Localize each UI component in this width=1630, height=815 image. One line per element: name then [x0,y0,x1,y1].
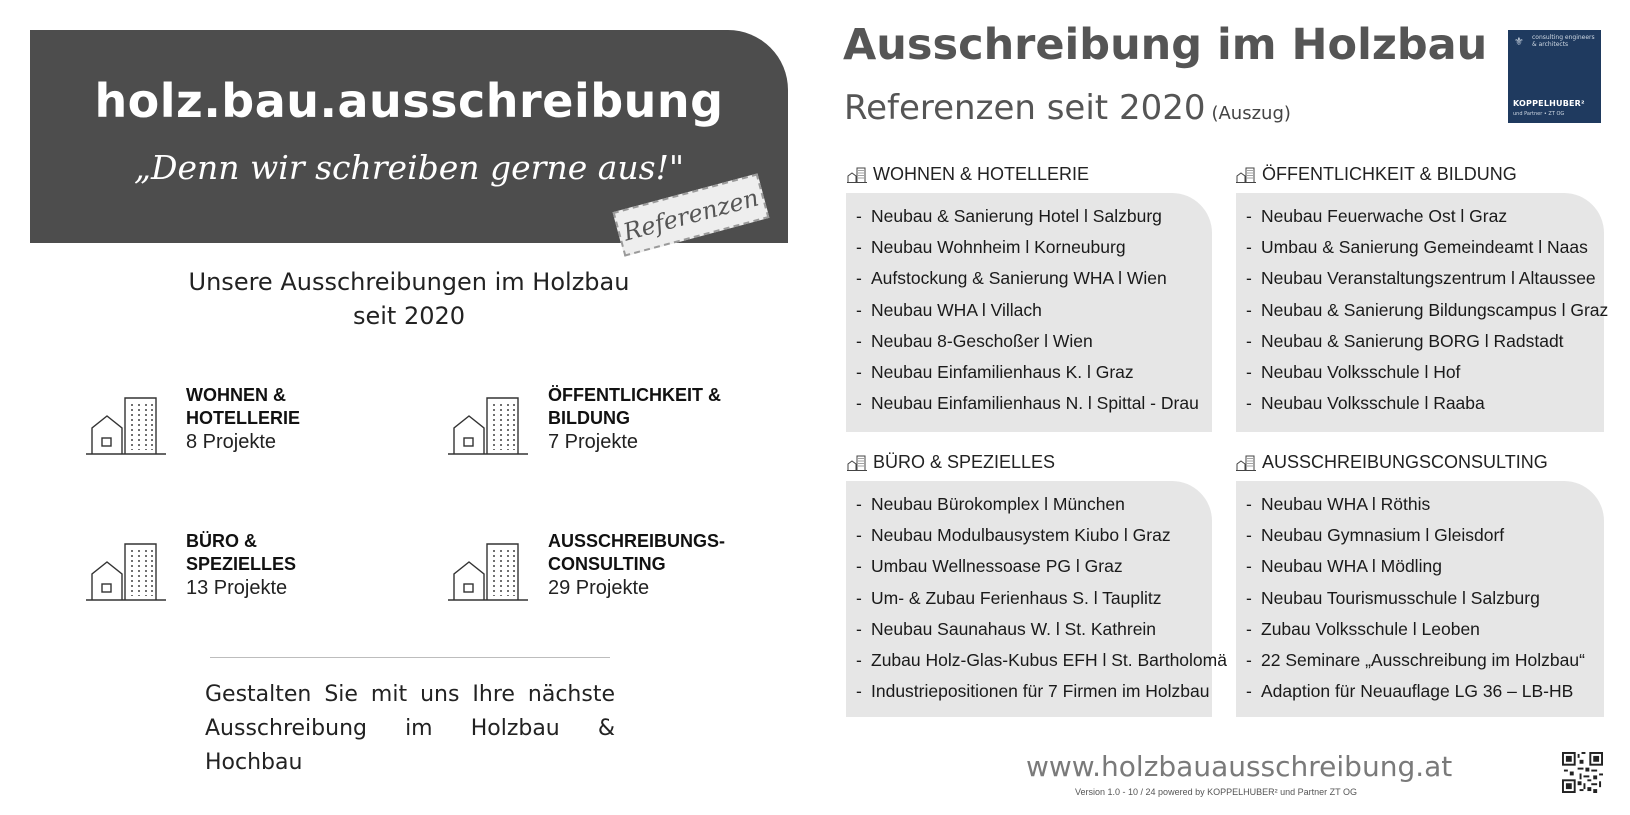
reference-list-consulting [1236,481,1604,717]
category-wohnen [84,384,300,456]
building-icon [446,538,530,602]
section-heading-label: ÖFFENTLICHKEIT & BILDUNG [1262,164,1517,184]
reference-list-wohnen [846,193,1212,432]
list-item: - Neubau Modulbausystem Kiubo l Graz [856,525,1171,546]
closing-text [205,678,615,780]
list-item: - Neubau Einfamilienhaus K. l Graz [856,361,1134,382]
category-count: 29 Projekte [548,577,650,599]
logo-name: KOPPELHUBER² [1513,99,1585,108]
list-item: - Adaption für Neuauflage LG 36 – LB-HB [1246,681,1574,702]
page-subtitle [844,88,1291,128]
referenzen-stamp: Referenzen [613,173,770,256]
hero-title: holz.bau.ausschreibung [94,74,724,128]
list-item: - Neubau Wohnheim l Korneuburg [856,237,1126,258]
reference-list-buero [846,481,1227,717]
list-item: - Neubau Volksschule l Hof [1246,361,1461,382]
building-icon [84,538,168,602]
list-item: - 22 Seminare „Ausschreibung im Holzbau“ [1246,649,1585,670]
list-item: - Neubau & Sanierung Bildungscampus l Graz [1246,299,1609,320]
category-name: ÖFFENTLICHKEIT & BILDUNG [548,385,721,428]
category-consulting [446,530,725,602]
category-name: AUSSCHREIBUNGS- CONSULTING [548,531,726,574]
list-item: - Neubau WHA l Röthis [1246,494,1431,514]
building-icon [1236,167,1256,183]
category-count: 8 Projekte [186,431,277,453]
category-count: 7 Projekte [548,431,639,453]
list-item: - Neubau & Sanierung BORG l Radstadt [1246,330,1564,351]
list-item: - Neubau Gymnasium l Gleisdorf [1246,525,1505,546]
intro-line-1: Unsere Ausschreibungen im Holzbau [188,268,630,296]
list-item: - Zubau Holz-Glas-Kubus EFH l St. Bartholomä [856,649,1227,670]
section-heading-wohnen [847,164,1089,185]
list-item: - Neubau 8-Geschoßer l Wien [856,330,1093,351]
category-name: WOHNEN & HOTELLERIE [186,385,301,428]
subtitle-text: Referenzen seit 2020 [844,88,1206,128]
website-link[interactable]: www.holzbauausschreibung.at [1026,750,1453,783]
closing-line-1: Gestalten Sie mit uns Ihre nächste [205,682,615,707]
list-item: - Um- & Zubau Ferienhaus S. l Tauplitz [856,587,1162,608]
list-item: - Zubau Volksschule l Leoben [1246,618,1480,639]
building-icon [1236,455,1256,471]
building-icon [446,392,530,456]
category-buero [84,530,296,602]
section-heading-label: WOHNEN & HOTELLERIE [873,164,1090,184]
page-title: Ausschreibung im Holzbau [843,20,1488,70]
category-oeffentlichkeit [446,384,721,456]
version-note: Version 1.0 - 10 / 24 powered by KOPPELHUBER² und Partner ZT OG [1075,787,1357,797]
section-heading-label: AUSSCHREIBUNGSCONSULTING [1262,452,1548,472]
list-item: - Neubau WHA l Villach [856,299,1042,320]
list-item: - Neubau Einfamilienhaus N. l Spittal - Drau [856,393,1199,414]
logo-tagline: consulting engineers & architects [1532,34,1595,48]
section-heading-buero [847,452,1055,473]
list-item: - Umbau & Sanierung Gemeindeamt l Naas [1246,237,1588,258]
list-item: - Neubau Feuerwache Ost l Graz [1246,206,1508,226]
list-item: - Neubau Tourismusschule l Salzburg [1246,587,1540,608]
building-icon [847,167,867,183]
section-heading-oeffentlichkeit [1236,164,1517,185]
section-heading-consulting [1236,452,1548,473]
list-item: - Umbau Wellnessoase PG l Graz [856,556,1123,577]
list-item: - Neubau Bürokomplex l München [856,494,1125,514]
closing-line-2: Ausschreibung im Holzbau & Hochbau [205,716,615,775]
divider [210,657,610,658]
crest-icon: ⚜ [1514,35,1524,48]
reference-list-oeffentlichkeit [1236,193,1609,432]
subtitle-note: (Auszug) [1211,103,1291,124]
category-name: BÜRO & SPEZIELLES [186,531,297,574]
list-item: - Neubau & Sanierung Hotel l Salzburg [856,206,1162,226]
list-item: - Neubau Veranstaltungszentrum l Altaussee [1246,268,1596,289]
logo-sub: und Partner • ZT OG [1513,111,1565,117]
category-count: 13 Projekte [186,577,288,599]
building-icon [847,455,867,471]
list-item: - Neubau Volksschule l Raaba [1246,393,1485,414]
qr-code-icon[interactable] [1562,752,1603,793]
intro-line-2: seit 2020 [352,302,466,330]
section-heading-label: BÜRO & SPEZIELLES [873,452,1056,472]
hero-slogan: „Denn wir schreiben gerne aus!" [133,148,685,187]
building-icon [84,392,168,456]
company-logo [1508,30,1601,123]
list-item: - Aufstockung & Sanierung WHA l Wien [856,268,1167,289]
list-item: - Industriepositionen für 7 Firmen im Holzbau [856,681,1210,702]
list-item: - Neubau WHA l Mödling [1246,556,1442,577]
list-item: - Neubau Saunahaus W. l St. Kathrein [856,618,1157,639]
